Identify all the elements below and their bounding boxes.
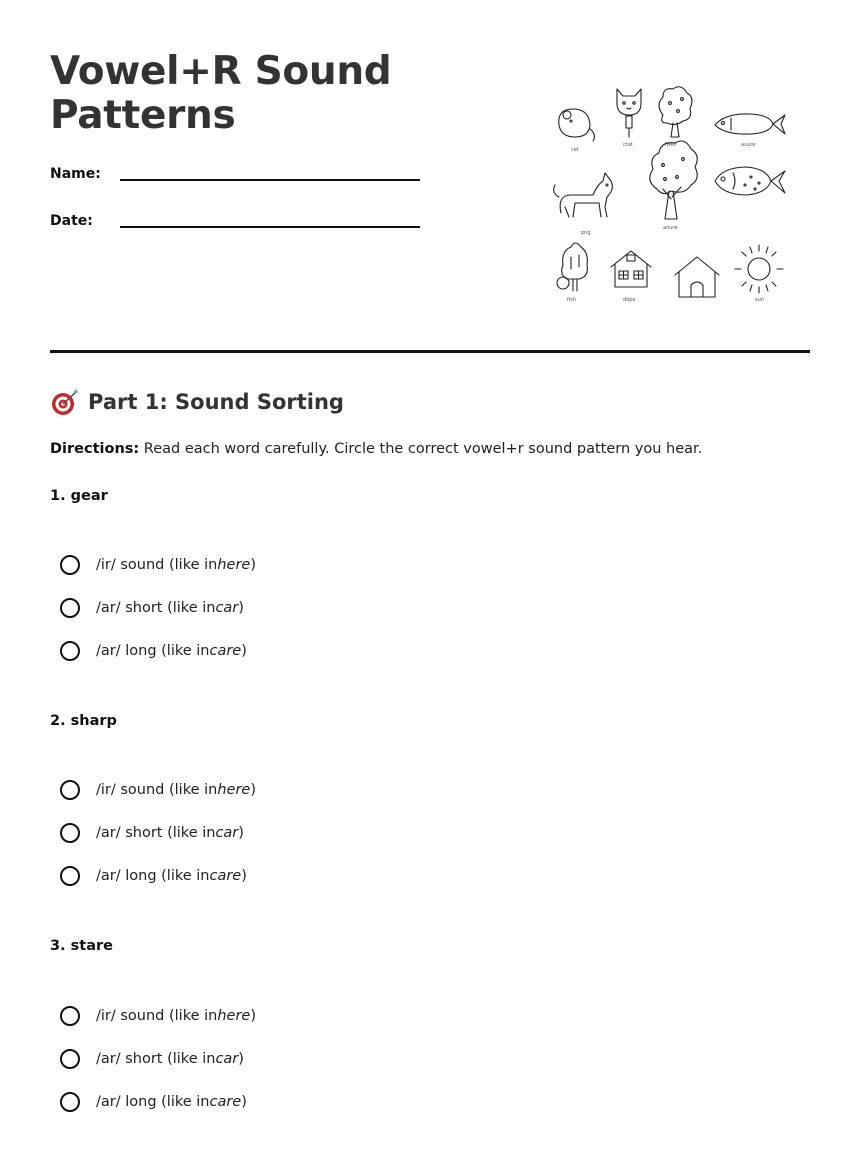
option-text-end: ) <box>250 782 257 798</box>
name-line[interactable] <box>120 179 420 181</box>
question-3-option-2[interactable] <box>60 1047 244 1071</box>
caption-8: dope <box>623 297 636 303</box>
option-text-end: ) <box>241 643 247 659</box>
date-line[interactable] <box>120 226 420 228</box>
option-text-end: ) <box>241 868 247 884</box>
fish-icon <box>715 114 785 134</box>
part1-heading <box>50 388 344 416</box>
radio-circle[interactable] <box>60 641 80 661</box>
radio-circle[interactable] <box>60 1092 80 1112</box>
question-3-option-1[interactable] <box>60 1004 256 1028</box>
option-text-end: ) <box>250 1008 257 1024</box>
option-text: /ar/ long (like in <box>96 868 210 884</box>
name-label: Name: <box>50 166 101 182</box>
option-text: /ir/ sound (like in <box>96 782 218 798</box>
directions-text: Read each word carefully. Circle the correct vowel+r sound pattern you hear. <box>139 441 703 457</box>
cat-icon <box>617 89 641 137</box>
example-word: care <box>209 643 242 659</box>
name-field <box>50 166 422 190</box>
question-1-option-3[interactable] <box>60 639 247 663</box>
big-tree-icon <box>650 141 697 219</box>
option-text: /ar/ short (like in <box>96 1051 216 1067</box>
example-word: care <box>209 1094 242 1110</box>
option-text-end: ) <box>238 600 244 616</box>
mouse-icon <box>559 109 595 141</box>
section-divider <box>50 350 810 353</box>
question-2-option-2[interactable] <box>60 821 244 845</box>
option-text-end: ) <box>250 557 257 573</box>
option-text: /ir/ sound (like in <box>96 557 218 573</box>
date-field <box>50 213 422 237</box>
directions <box>50 441 702 457</box>
example-word: here <box>217 557 251 573</box>
house-icon <box>611 251 651 287</box>
example-word: here <box>217 782 251 798</box>
caption-1: cat <box>571 147 579 153</box>
caption-2: ctat <box>623 142 633 148</box>
option-text-end: ) <box>238 825 244 841</box>
tree-icon <box>659 87 692 137</box>
question-1-option-2[interactable] <box>60 596 244 620</box>
bush-icon <box>557 243 587 291</box>
option-text: /ar/ short (like in <box>96 825 216 841</box>
radio-circle[interactable] <box>60 780 80 800</box>
dog-icon <box>554 173 613 217</box>
date-label: Date: <box>50 213 93 229</box>
worksheet-title <box>50 50 391 138</box>
example-word: car <box>215 825 239 841</box>
option-text-end: ) <box>241 1094 247 1110</box>
radio-circle[interactable] <box>60 866 80 886</box>
example-word: care <box>209 868 242 884</box>
option-text: /ir/ sound (like in <box>96 1008 218 1024</box>
example-word: car <box>215 1051 239 1067</box>
option-text: /ar/ long (like in <box>96 1094 210 1110</box>
fish-2-icon <box>715 167 785 195</box>
caption-5: png <box>581 230 591 236</box>
radio-circle[interactable] <box>60 1006 80 1026</box>
option-text-end: ) <box>238 1051 244 1067</box>
caption-7: fish <box>567 297 576 303</box>
part1-heading-text: Part 1: Sound Sorting <box>88 390 344 414</box>
question-2-option-3[interactable] <box>60 864 247 888</box>
question-3-title: 3. stare <box>50 938 113 954</box>
title-line-2: Patterns <box>50 93 236 138</box>
radio-circle[interactable] <box>60 555 80 575</box>
option-text: /ar/ long (like in <box>96 643 210 659</box>
caption-6: anure <box>663 225 678 231</box>
radio-circle[interactable] <box>60 1049 80 1069</box>
caption-9: sun <box>755 297 764 303</box>
simple-house-icon <box>675 257 719 297</box>
clipart-illustration <box>545 85 795 310</box>
example-word: car <box>215 600 239 616</box>
question-2-option-1[interactable] <box>60 778 256 802</box>
option-text: /ar/ short (like in <box>96 600 216 616</box>
question-1-title: 1. gear <box>50 488 108 504</box>
radio-circle[interactable] <box>60 598 80 618</box>
question-2-title: 2. sharp <box>50 713 117 729</box>
sun-icon <box>735 245 783 293</box>
target-icon <box>50 388 80 416</box>
directions-label: Directions: <box>50 441 140 457</box>
question-1-option-1[interactable] <box>60 553 256 577</box>
example-word: here <box>217 1008 251 1024</box>
question-3-option-3[interactable] <box>60 1090 247 1114</box>
title-line-1: Vowel+R Sound <box>50 49 392 94</box>
caption-3: fwell <box>665 142 677 148</box>
caption-4: auure <box>741 142 756 148</box>
radio-circle[interactable] <box>60 823 80 843</box>
